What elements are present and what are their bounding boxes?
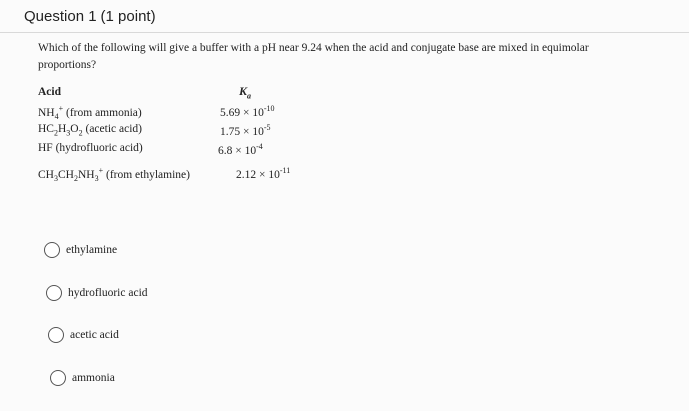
question-points: (1 point)	[100, 8, 156, 25]
acid-hydrofluoric: HF (hydrofluoric acid)	[38, 142, 143, 154]
radio-button[interactable]	[44, 242, 60, 258]
radio-button[interactable]	[48, 327, 64, 343]
option-label: hydrofluoric acid	[68, 287, 148, 299]
option-ethylamine[interactable]	[44, 242, 117, 258]
ka-ammonium: $5.69 \times 10^{-10}$	[220, 104, 275, 119]
ka-acetic: $1.75 \times 10^{-5}$	[220, 123, 271, 138]
option-label: ethylamine	[66, 244, 118, 256]
option-acetic-acid[interactable]	[48, 327, 119, 343]
radio-button[interactable]	[46, 285, 62, 301]
acid-ethylammonium: $CH_3CH_2NH_3^+$ (from ethylamine)	[38, 166, 190, 184]
header-acid: Acid	[38, 86, 61, 98]
radio-button[interactable]	[50, 370, 66, 386]
question-title	[24, 8, 156, 25]
question-text: Which of the following will give a buffer with a pH near 9.24 when the acid and conjugate base are mixed in equimolar proportions?	[38, 42, 589, 71]
option-hydrofluoric-acid[interactable]	[46, 285, 148, 301]
option-label: ammonia	[72, 372, 115, 384]
header-ka: $K_a$	[239, 84, 252, 101]
ka-hydrofluoric: $6.8 \times 10^{-4}$	[218, 142, 263, 157]
option-label: acetic acid	[70, 329, 119, 341]
acid-acetic: $HC_2H_3O_2$ (acetic acid)	[38, 123, 142, 138]
divider	[0, 32, 689, 33]
ka-ethylammonium: $2.12 \times 10^{-11}$	[236, 166, 291, 181]
option-ammonia[interactable]	[50, 370, 115, 386]
question-number: Question 1	[24, 8, 97, 25]
acid-ammonium: $NH_4^+$ (from ammonia)	[38, 104, 142, 122]
